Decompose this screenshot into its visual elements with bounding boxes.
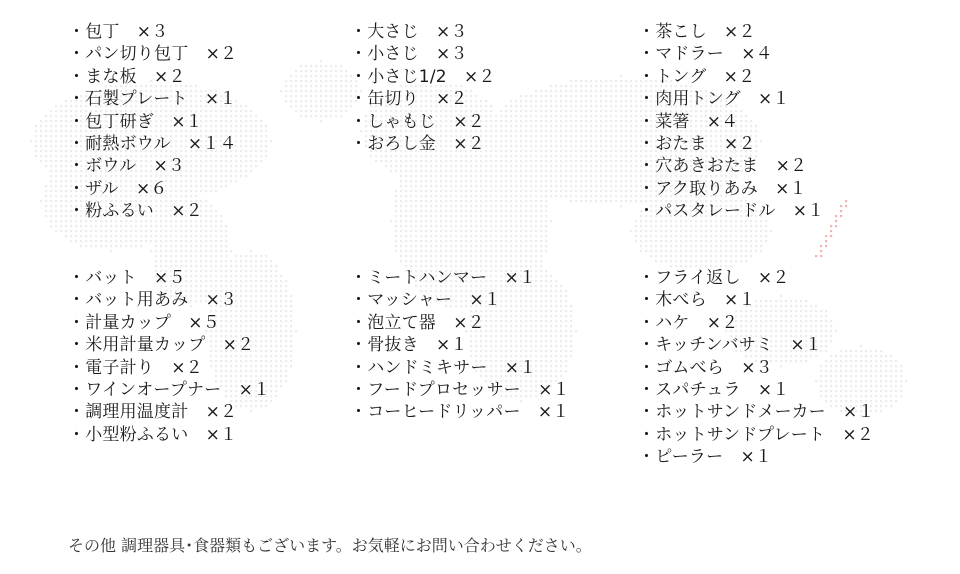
equipment-item: ・しゃもじ ×２ xyxy=(350,111,485,132)
equipment-column-top-middle xyxy=(350,21,496,155)
equipment-item: ・包丁 ×３ xyxy=(68,22,169,42)
equipment-item: ・ホットサンドプレート ×２ xyxy=(638,424,875,445)
equipment-item: ・茶こし ×２ xyxy=(638,22,756,42)
equipment-item: ・まな板 ×２ xyxy=(68,66,186,87)
equipment-column-bottom-left xyxy=(68,267,270,446)
equipment-item: ・小型粉ふるい ×１ xyxy=(68,424,238,445)
equipment-item: ・ゴムべら ×３ xyxy=(638,357,773,378)
equipment-item: ・ピーラー ×１ xyxy=(638,447,773,468)
equipment-item: ・マドラー ×４ xyxy=(638,44,773,65)
equipment-item: ・おろし金 ×２ xyxy=(350,133,485,154)
equipment-item: ・電子計り ×２ xyxy=(68,357,203,378)
equipment-item: ・米用計量カップ ×２ xyxy=(68,335,255,356)
equipment-item: ・フードプロセッサー ×１ xyxy=(350,379,570,400)
equipment-item: ・おたま ×２ xyxy=(638,133,756,154)
equipment-item: ・スパチュラ ×１ xyxy=(638,379,790,400)
equipment-item: ・コーヒードリッパー ×１ xyxy=(350,402,570,423)
equipment-item: ・ワインオープナー ×１ xyxy=(68,379,271,400)
equipment-item: ・計量カップ ×５ xyxy=(68,312,220,333)
equipment-item: ・ミートハンマー ×１ xyxy=(350,268,537,288)
equipment-item: ・ハンドミキサー ×１ xyxy=(350,357,537,378)
equipment-item: ・石製プレート ×１ xyxy=(68,89,237,110)
equipment-item: ・穴あきおたま ×２ xyxy=(638,156,808,177)
equipment-item: ・肉用トング ×１ xyxy=(638,89,790,110)
equipment-item: ・小さじ ×３ xyxy=(350,44,468,65)
equipment-item: ・パスタレードル ×１ xyxy=(638,201,825,222)
equipment-item: ・菜箸 ×４ xyxy=(638,111,739,132)
equipment-item: ・木べら ×１ xyxy=(638,290,756,311)
equipment-item: ・ボウル ×３ xyxy=(68,156,186,177)
equipment-item: ・フライ返し ×２ xyxy=(638,268,790,288)
equipment-column-top-right xyxy=(638,21,824,223)
equipment-item: ・パン切り包丁 ×２ xyxy=(68,44,238,65)
equipment-item: ・骨抜き ×１ xyxy=(350,335,468,356)
equipment-column-top-left xyxy=(68,21,237,223)
footer-note: その他 調理器具･食器類もございます。お気軽にお問い合わせください。 xyxy=(68,536,592,555)
equipment-item: ・バット ×５ xyxy=(68,268,186,288)
equipment-item: ・ザル ×６ xyxy=(68,178,168,199)
equipment-item: ・小さじ1/2 ×２ xyxy=(350,66,496,87)
equipment-item: ・キッチンバサミ ×１ xyxy=(638,335,823,356)
equipment-item: ・バット用あみ ×３ xyxy=(68,290,238,311)
equipment-item: ・ハケ ×２ xyxy=(638,312,739,333)
equipment-item: ・調理用温度計 ×２ xyxy=(68,402,238,423)
equipment-item: ・マッシャー ×１ xyxy=(350,290,502,311)
equipment-item: ・ホットサンドメーカー ×１ xyxy=(638,402,875,423)
equipment-item: ・缶切り ×２ xyxy=(350,89,468,110)
equipment-item: ・耐熱ボウル ×１４ xyxy=(68,133,237,154)
equipment-item: ・大さじ ×３ xyxy=(350,22,468,42)
equipment-item: ・泡立て器 ×２ xyxy=(350,312,485,333)
equipment-item: ・粉ふるい ×２ xyxy=(68,201,203,222)
equipment-item: ・アク取りあみ ×１ xyxy=(638,178,807,199)
equipment-item: ・包丁研ぎ ×１ xyxy=(68,111,203,132)
equipment-column-bottom-middle xyxy=(350,267,570,424)
equipment-item: ・トング ×２ xyxy=(638,66,756,87)
equipment-column-bottom-right xyxy=(638,267,875,469)
